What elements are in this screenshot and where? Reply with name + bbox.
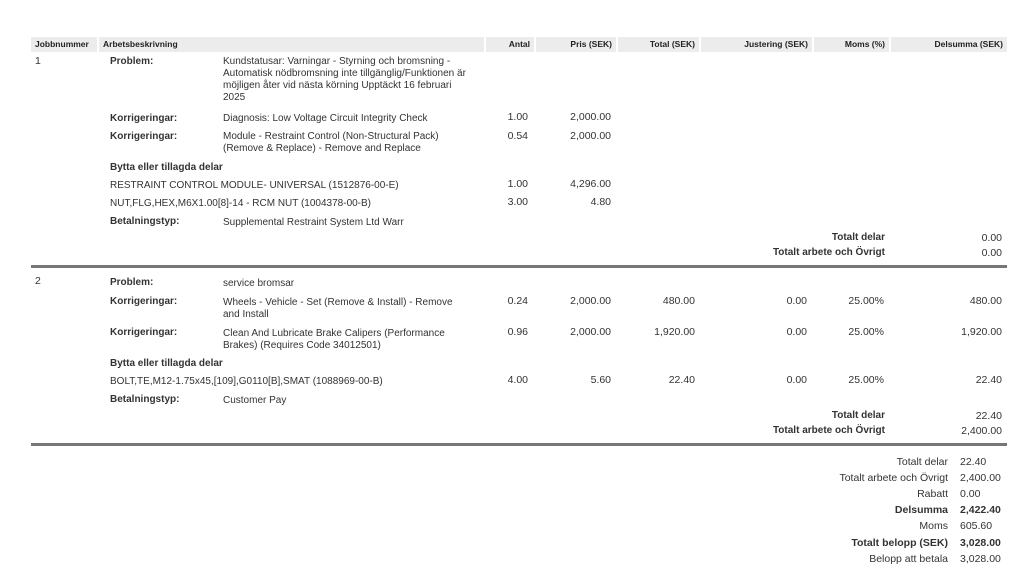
job-number: 1	[35, 55, 41, 67]
part-price: 5.60	[590, 374, 611, 386]
correction-label: Korrigeringar:	[110, 131, 178, 142]
payment-text: Supplemental Restraint System Ltd Warr	[223, 217, 404, 228]
correction-price: 2,000.00	[570, 326, 611, 338]
job-total-parts-label: Totalt delar	[831, 410, 885, 421]
header-subtotal: Delsumma (SEK)	[891, 37, 1007, 52]
correction-qty: 0.96	[507, 326, 528, 338]
job-total-parts-value: 0.00	[981, 232, 1002, 244]
job-number: 2	[35, 275, 41, 287]
summary-value-amount-due: 3,028.00	[960, 553, 1001, 565]
correction-subtotal: 1,920.00	[961, 326, 1002, 338]
part-vat: 25.00%	[848, 374, 884, 386]
header-description: Arbetsbeskrivning	[99, 37, 484, 52]
job-total-parts-value: 22.40	[975, 410, 1002, 422]
parts-heading: Bytta eller tillagda delar	[110, 162, 223, 173]
part-adjustment: 0.00	[786, 374, 807, 386]
summary-value-subtotal: 2,422.40	[960, 504, 1001, 516]
header-job-number: Jobbnummer	[31, 37, 97, 52]
part-name: NUT,FLG,HEX,M6X1.00[8]-14 - RCM NUT (1004378-00-B)	[110, 198, 372, 209]
correction-subtotal: 480.00	[969, 295, 1002, 307]
job-total-labor-label: Totalt arbete och Övrigt	[772, 247, 885, 258]
problem-text: Kundstatusar: Varningar - Styrning och bromsning - Automatisk nödbromsning inte tillgänglig/Funktionen är möjligen åter vid nästa körning Upptäckt 16 februari 2025	[223, 56, 466, 103]
summary-label-amount-due: Belopp att betala	[869, 553, 948, 565]
correction-adjustment: 0.00	[786, 326, 807, 338]
summary-value-vat: 605.60	[960, 520, 993, 532]
problem-label: Problem:	[110, 277, 154, 288]
job-separator	[31, 443, 1007, 446]
payment-label: Betalningstyp:	[110, 394, 180, 405]
header-total: Total (SEK)	[618, 37, 699, 52]
correction-text: Clean And Lubricate Brake Calipers (Performance Brakes) (Requires Code 34012501)	[223, 328, 445, 351]
header-quantity: Antal	[486, 37, 534, 52]
correction-vat: 25.00%	[848, 295, 884, 307]
correction-text: Wheels - Vehicle - Set (Remove & Install) - Remove and Install	[223, 297, 453, 320]
job-total-parts-label: Totalt delar	[831, 232, 885, 243]
summary-label-discount: Rabatt	[917, 488, 948, 500]
correction-label: Korrigeringar:	[110, 113, 178, 124]
correction-adjustment: 0.00	[786, 295, 807, 307]
summary-value-discount: 0.00	[960, 488, 981, 500]
correction-text: Diagnosis: Low Voltage Circuit Integrity Check	[223, 113, 428, 124]
part-subtotal: 22.40	[975, 374, 1002, 386]
summary-value-parts: 22.40	[960, 456, 987, 468]
part-name: RESTRAINT CONTROL MODULE- UNIVERSAL (1512876-00-E)	[110, 180, 399, 191]
correction-label: Korrigeringar:	[110, 327, 178, 338]
parts-heading: Bytta eller tillagda delar	[110, 358, 223, 369]
payment-label: Betalningstyp:	[110, 216, 180, 227]
correction-qty: 0.24	[507, 295, 528, 307]
job-total-labor-value: 2,400.00	[961, 425, 1002, 437]
correction-qty: 1.00	[507, 111, 528, 123]
part-total: 22.40	[668, 374, 695, 386]
header-price: Pris (SEK)	[536, 37, 616, 52]
part-qty: 4.00	[507, 374, 528, 386]
part-qty: 1.00	[507, 178, 528, 190]
summary-label-subtotal: Delsumma	[894, 504, 948, 516]
problem-text: service bromsar	[223, 278, 295, 289]
part-price: 4.80	[590, 196, 611, 208]
correction-qty: 0.54	[507, 130, 528, 142]
summary-label-total: Totalt belopp (SEK)	[851, 537, 948, 549]
summary-label-labor: Totalt arbete och Övrigt	[839, 472, 948, 484]
header-vat: Moms (%)	[814, 37, 889, 52]
job-separator	[31, 265, 1007, 268]
part-price: 4,296.00	[570, 178, 611, 190]
correction-price: 2,000.00	[570, 130, 611, 142]
correction-price: 2,000.00	[570, 111, 611, 123]
job-total-labor-label: Totalt arbete och Övrigt	[772, 425, 885, 436]
part-name: BOLT,TE,M12-1.75x45,[109],G0110[B],SMAT (1088969-00-B)	[110, 376, 383, 387]
correction-total: 1,920.00	[654, 326, 695, 338]
summary-value-total: 3,028.00	[960, 537, 1001, 549]
part-qty: 3.00	[507, 196, 528, 208]
problem-label: Problem:	[110, 56, 154, 67]
summary-label-vat: Moms	[919, 520, 948, 532]
correction-label: Korrigeringar:	[110, 296, 178, 307]
correction-total: 480.00	[662, 295, 695, 307]
summary-label-parts: Totalt delar	[896, 456, 948, 468]
correction-vat: 25.00%	[848, 326, 884, 338]
correction-price: 2,000.00	[570, 295, 611, 307]
correction-text: Module - Restraint Control (Non-Structural Pack) (Remove & Replace) - Remove and Replace	[223, 131, 439, 154]
payment-text: Customer Pay	[223, 395, 287, 406]
summary-value-labor: 2,400.00	[960, 472, 1001, 484]
job-total-labor-value: 0.00	[981, 247, 1002, 259]
header-adjustment: Justering (SEK)	[701, 37, 812, 52]
